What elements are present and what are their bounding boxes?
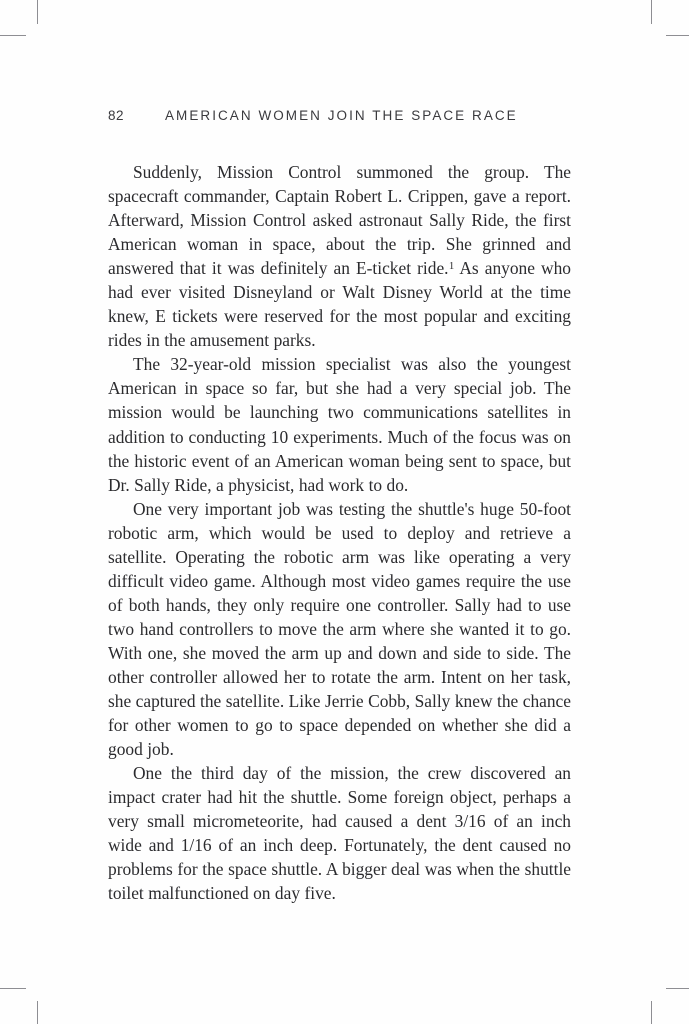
running-head <box>108 108 570 123</box>
body-text <box>108 160 571 905</box>
crop-mark-bottom-left-vertical <box>37 1001 38 1024</box>
paragraph-1 <box>108 160 571 352</box>
crop-mark-bottom-left-horizontal <box>0 988 26 989</box>
paragraph-1-tail: As anyone who had ever visited Disneyland or Walt Disney World at the time knew, E tickets were reserved for the most popular and exciting rides in the amusement parks. <box>108 258 571 351</box>
paragraph-4: One the third day of the mission, the crew discovered an impact crater had hit the shuttle. Some foreign object, perhaps a very small micrometeorite, had caused a dent 3/16 of an inch wide and 1/16 of an inch deep. Fortunately, the dent caused no problems for the space shuttle. A bigger deal was when the shuttle toilet malfunctioned on day five. <box>108 763 571 904</box>
crop-mark-top-right-vertical <box>651 0 652 24</box>
chapter-title: AMERICAN WOMEN JOIN THE SPACE RACE <box>165 108 518 123</box>
paragraph-2: The 32-year-old mission specialist was also the youngest American in space so far, but she had a very special job. The mission would be launching two communications satellites in addition to conducting 10 experiments. Much of the focus was on the historic event of an American woman being sent to space, but Dr. Sally Ride, a physicist, had work to do. <box>108 354 571 495</box>
crop-mark-bottom-right-vertical <box>651 1001 652 1024</box>
crop-mark-bottom-right-horizontal <box>666 988 689 989</box>
crop-mark-top-left-horizontal <box>0 35 26 36</box>
page-number: 82 <box>108 108 125 123</box>
paragraph-3: One very important job was testing the shuttle's huge 50-foot robotic arm, which would be used to deploy and retrieve a satellite. Operating the robotic arm was like operating a very difficult video game. Although most video games require the use of both hands, they only require one controller. Sally had to use two hand controllers to move the arm where she wanted it to go. With one, she moved the arm up and down and side to side. The other controller allowed her to rotate the arm. Intent on her task, she captured the satellite. Like Jerrie Cobb, Sally knew the chance for other women to go to space depended on whether she did a good job. <box>108 498 571 760</box>
crop-mark-top-right-horizontal <box>666 35 689 36</box>
crop-mark-top-left-vertical <box>37 0 38 24</box>
footnote-reference[interactable]: 1 <box>448 259 455 272</box>
paragraph-1-lead: Suddenly, Mission Control summoned the group. The spacecraft commander, Captain Robert L. Crippen, gave a report. Afterward, Mission Control asked astronaut Sally Ride, the first American woman in space, about the trip. She grinned and answered that it was definitely an E-ticket ride. <box>108 162 571 279</box>
